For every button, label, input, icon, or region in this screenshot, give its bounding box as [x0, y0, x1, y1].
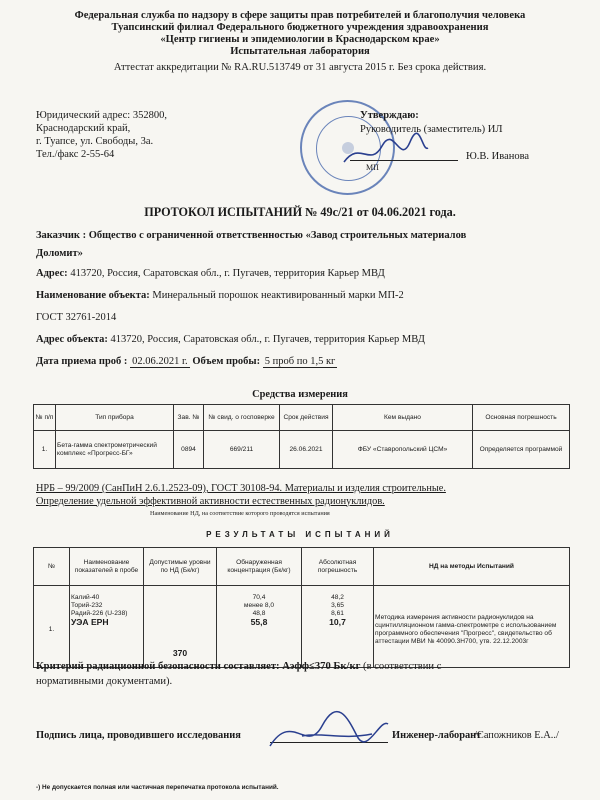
measuring-cell: 26.06.2021 [280, 431, 333, 469]
error-potassium: 48,2 [331, 594, 344, 601]
header-line-3: «Центр гигиены и эпидемиологии в Краснодарском крае» [160, 34, 440, 45]
measuring-cell: 1. [34, 431, 56, 469]
object-label: Наименование объекта: [36, 290, 150, 301]
results-header: НД на методы Испытаний [374, 548, 570, 586]
address-value: 413720, Россия, Саратовская обл., г. Пугачев, территория Карьер МВД [70, 268, 385, 279]
measuring-cell: 669/211 [204, 431, 280, 469]
object-address-label: Адрес объекта: [36, 334, 108, 345]
criterion-tail: (в соответствии с [363, 661, 442, 672]
results-header: Допустимые уровни по НД (Бк/кг) [144, 548, 217, 586]
measuring-header: Срок действия [280, 405, 333, 431]
measuring-header: Основная погрешность [473, 405, 570, 431]
criterion-text: Критерий радиационной безопасности составляет: [36, 661, 280, 672]
indicator-thorium: Торий-232 [71, 602, 103, 609]
protocol-title: ПРОТОКОЛ ИСПЫТАНИЙ № 49с/21 от 04.06.2021 года. [144, 205, 456, 219]
signature-role: Инженер-лаборант [392, 730, 482, 741]
criterion-tail-2: нормативными документами). [36, 676, 173, 687]
measuring-table [33, 404, 570, 469]
measuring-row [34, 431, 570, 469]
indicator-aeff: УЭА ЕРН [71, 617, 109, 627]
results-title: РЕЗУЛЬТАТЫ ИСПЫТАНИЙ [206, 530, 394, 539]
header-line-4: Испытательная лаборатория [230, 46, 370, 57]
signature-scribble [262, 706, 392, 756]
approval-signature [340, 132, 430, 172]
address-line-3: г. Туапсе, ул. Свободы, 3а. [36, 136, 154, 147]
customer-value-2: Доломит» [36, 248, 83, 259]
measuring-header-row [34, 405, 570, 431]
limit-value: 370 [172, 648, 188, 658]
concentration-aeff: 55,8 [250, 617, 268, 627]
measuring-header: Кем выдано [333, 405, 473, 431]
measuring-cell: ФБУ «Ставропольский ЦСМ» [333, 431, 473, 469]
header-line-2: Туапсинский филиал Федерального бюджетного учреждения здравоохранения [111, 22, 489, 33]
signature-label: Подпись лица, проводившего исследования [36, 730, 241, 741]
norm-note: Наименование НД, на соответствие которого проводятся испытания [150, 510, 330, 517]
object-address-value: 413720, Россия, Саратовская обл., г. Пугачев, территория Карьер МВД [110, 334, 425, 345]
address-label: Адрес: [36, 268, 68, 279]
error-radium: 8,61 [331, 610, 344, 617]
measuring-cell: Бета-гамма спектрометрический комплекс «Прогресс-БГ» [56, 431, 174, 469]
header-line-1: Федеральная служба по надзору в сфере защиты прав потребителей и благополучия человека [74, 10, 526, 21]
accreditation-line: Аттестат аккредитации № RA.RU.513749 от 31 августа 2015 г. Без срока действия. [113, 62, 487, 73]
address-line-2: Краснодарский край, [36, 123, 131, 134]
method-text: Методика измерения активности радионуклидов на сцинтилляционном гамма-спектрометре с использованием программного обеспечения "Прогресс", свидетельство об аттестации МВИ № 40090.3Н700, утв. 22.12.2003г [374, 586, 570, 668]
norm-line-2: Определение удельной эффективной активности естественных радионуклидов. [36, 495, 385, 507]
measuring-header: Зав. № [174, 405, 204, 431]
footnote: -) Не допускается полная или частичная перепечатка протокола испытаний. [36, 784, 279, 791]
measuring-caption: Средства измерения [252, 389, 348, 400]
customer-label: Заказчик : [36, 230, 87, 241]
error-thorium: 3,65 [331, 602, 344, 609]
measuring-header: № п/п [34, 405, 56, 431]
indicator-potassium: Калий-40 [71, 594, 100, 601]
results-table [33, 547, 570, 668]
results-header: Наименование показателей в пробе [70, 548, 144, 586]
sample-date-value: 02.06.2021 г. [132, 356, 188, 367]
sample-date-label: Дата приема проб : [36, 356, 128, 367]
sample-volume-label: Объем пробы: [192, 356, 261, 367]
measuring-cell: 0894 [174, 431, 204, 469]
approval-role: Руководитель (заместитель) ИЛ [360, 124, 503, 135]
results-header-row [34, 548, 570, 586]
norm-line-1: НРБ – 99/2009 (СанПиН 2.6.1.2523-09), ГОСТ 30108-94. Материалы и изделия строительные. [36, 483, 446, 494]
object-value: Минеральный порошок неактивированный марки МП-2 [152, 290, 404, 301]
approval-name: Ю.В. Иванова [466, 151, 530, 162]
measuring-header: № свид. о госповерке [204, 405, 280, 431]
mp-mark: МП [366, 163, 379, 172]
concentration-potassium: 70,4 [252, 594, 266, 601]
results-header: № [34, 548, 70, 586]
results-row [34, 586, 570, 668]
concentration-thorium: менее 8,0 [243, 602, 275, 609]
gost-line: ГОСТ 32761-2014 [36, 312, 117, 323]
address-line-4: Тел./факс 2-55-64 [36, 149, 115, 160]
measuring-header: Тип прибора [56, 405, 174, 431]
results-header: Абсолютная погрешность [302, 548, 374, 586]
indicator-radium: Радий-226 (U-238) [71, 610, 128, 617]
approval-label: Утверждаю: [360, 110, 419, 121]
concentration-radium: 48,8 [252, 610, 266, 617]
norm-text [36, 483, 446, 508]
customer-value: Общество с ограниченной ответственностью «Завод строительных материалов [88, 230, 467, 241]
criterion-value: Аэфф≤370 Бк/кг [282, 661, 361, 672]
error-aeff: 10,7 [329, 617, 346, 627]
results-header: Обнаруженная концентрация (Бк/кг) [217, 548, 302, 586]
sample-volume-value: 5 проб по 1,5 кг [264, 356, 336, 367]
address-line-1: Юридический адрес: 352800, [36, 110, 167, 121]
results-num: 1. [34, 586, 70, 668]
signature-name: /Сапожников Е.А../ [474, 730, 559, 741]
measuring-cell: Определяется программой [473, 431, 570, 469]
